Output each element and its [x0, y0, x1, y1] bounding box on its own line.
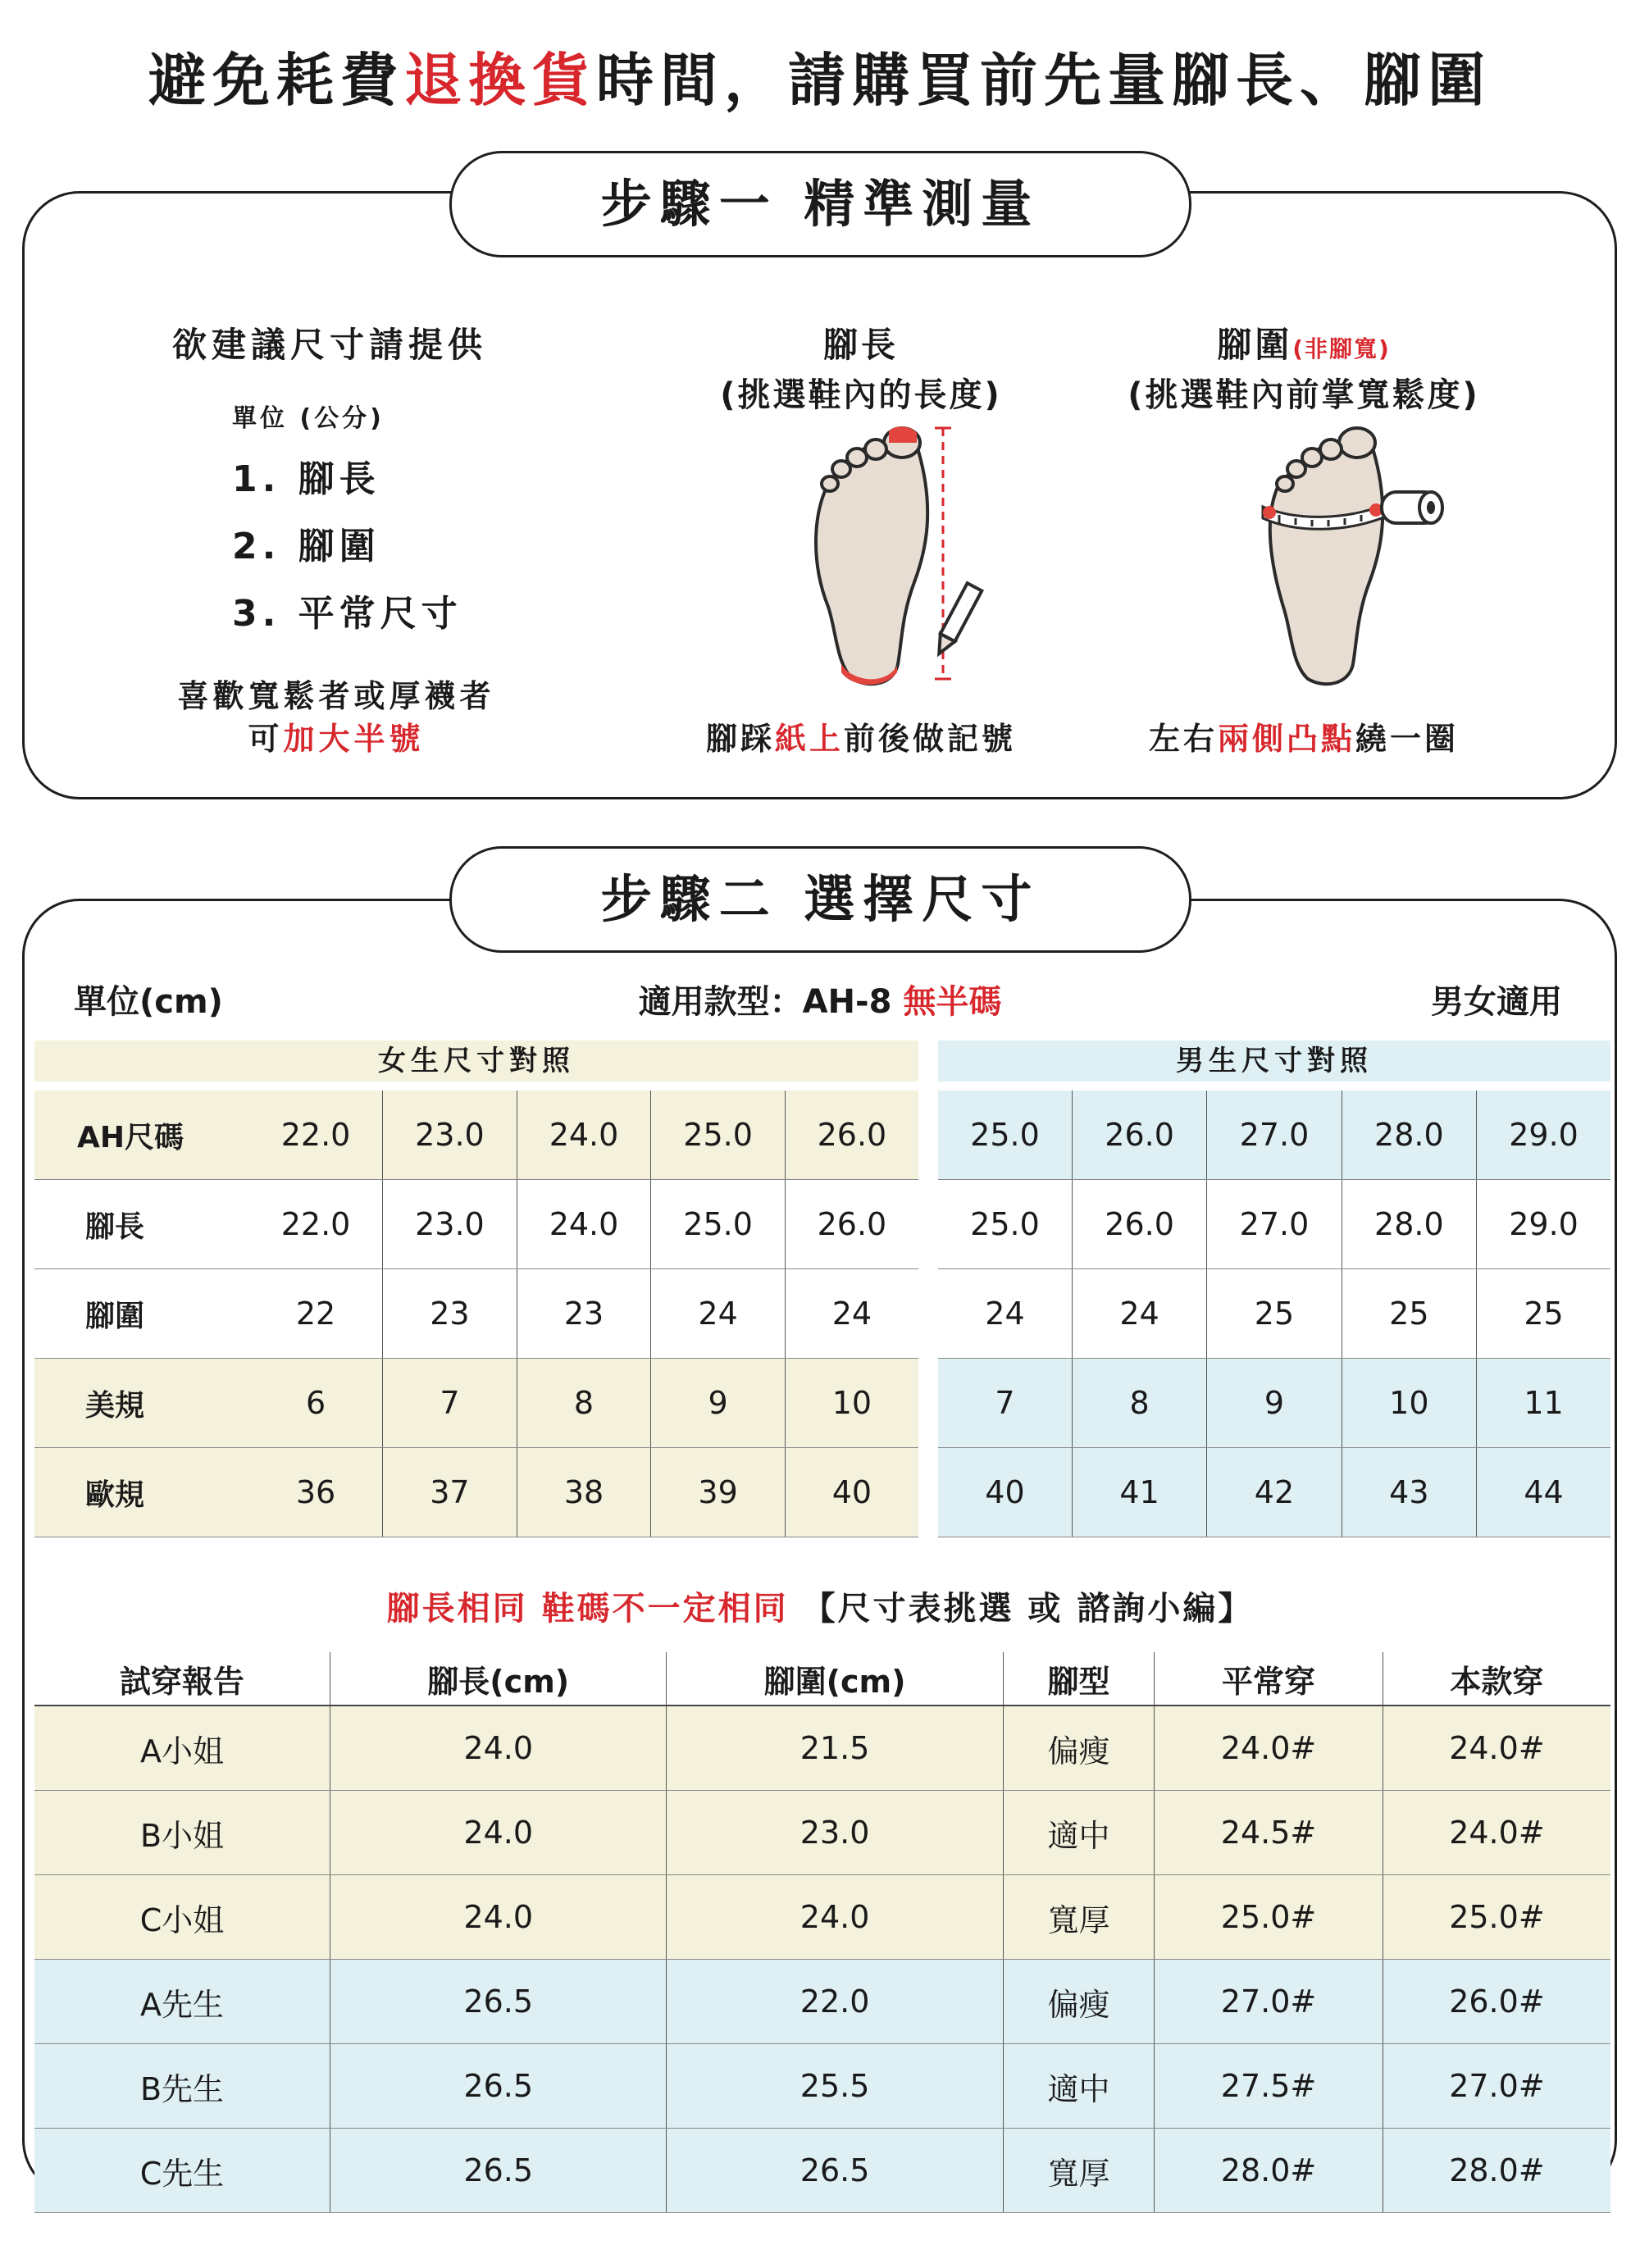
trial-row — [34, 1875, 1610, 1960]
trial-row — [34, 1791, 1610, 1875]
size-cell: 23 — [517, 1269, 651, 1359]
women-size-row — [34, 1359, 918, 1448]
trial-row — [34, 1960, 1610, 2044]
trial-cell: 26.5 — [330, 2044, 667, 2129]
trial-cell: 27.0# — [1155, 1960, 1383, 2044]
trial-cell: B小姐 — [34, 1791, 330, 1875]
men-size-row — [938, 1359, 1610, 1448]
size-row-label: AH尺碼 — [34, 1091, 249, 1180]
trial-cell: 28.0# — [1383, 2129, 1610, 2213]
size-cell: 26.0 — [1072, 1180, 1206, 1269]
size-cell: 41 — [1072, 1448, 1206, 1537]
size-cell: 25.0 — [938, 1091, 1072, 1180]
trial-cell: 26.5 — [330, 1960, 667, 2044]
size-cell: 10 — [1342, 1359, 1476, 1448]
size-cell: 7 — [938, 1359, 1072, 1448]
size-cell: 22 — [249, 1269, 383, 1359]
trial-row — [34, 2129, 1610, 2213]
size-cell: 26.0 — [1072, 1091, 1206, 1180]
women-size-header: 女生尺寸對照 — [34, 1041, 918, 1082]
size-cell: 28.0 — [1342, 1180, 1476, 1269]
length-caption: 腳踩紙上前後做記號 — [705, 721, 1017, 757]
trial-header-cell: 腳長(cm) — [330, 1652, 667, 1706]
circumference-caption: 左右兩側凸點繞一圈 — [1148, 721, 1460, 757]
trial-cell: 24.0# — [1155, 1706, 1383, 1791]
size-note: 腳長相同 鞋碼不一定相同 【尺寸表挑選 或 諮詢小編】 — [386, 1590, 1254, 1628]
trial-cell: B先生 — [34, 2044, 330, 2129]
men-size-table — [938, 1091, 1610, 1537]
trial-header-cell: 腳圍(cm) — [667, 1652, 1003, 1706]
size-cell: 24 — [938, 1269, 1072, 1359]
size-cell: 37 — [383, 1448, 517, 1537]
size-cell: 36 — [249, 1448, 383, 1537]
women-size-row — [34, 1269, 918, 1359]
trial-cell: 24.0 — [330, 1791, 667, 1875]
size-cell: 22.0 — [249, 1180, 383, 1269]
page-title: 避免耗費退換貨時間，請購買前先量腳長、腳圍 — [148, 47, 1492, 114]
size-cell: 24 — [1072, 1269, 1206, 1359]
trial-cell: 23.0 — [667, 1791, 1003, 1875]
size-row-label: 美規 — [34, 1359, 249, 1448]
trial-cell: 寬厚 — [1003, 1875, 1154, 1960]
model-label: 適用款型：AH-8 無半碼 — [638, 983, 1002, 1021]
men-size-row — [938, 1448, 1610, 1537]
size-cell: 25 — [1477, 1269, 1610, 1359]
unit-label: 單位 (公分) — [232, 404, 385, 433]
size-cell: 24 — [785, 1269, 918, 1359]
step1-heading: 步驟一 精準測量 — [449, 151, 1191, 257]
trial-cell: A小姐 — [34, 1706, 330, 1791]
men-size-row — [938, 1180, 1610, 1269]
size-cell: 22.0 — [249, 1091, 383, 1180]
size-cell: 6 — [249, 1359, 383, 1448]
trial-cell: 24.0 — [330, 1875, 667, 1960]
trial-cell: 27.0# — [1383, 2044, 1610, 2129]
size-cell: 8 — [1072, 1359, 1206, 1448]
tip-line1: 喜歡寬鬆者或厚襪者 — [177, 678, 495, 714]
trial-cell: 偏瘦 — [1003, 1706, 1154, 1791]
trial-cell: 適中 — [1003, 2044, 1154, 2129]
size-cell: 25 — [1207, 1269, 1342, 1359]
size-cell: 25.0 — [651, 1091, 786, 1180]
trial-cell: 25.5 — [667, 2044, 1003, 2129]
trial-cell: 27.5# — [1155, 2044, 1383, 2129]
trial-cell: 24.0 — [330, 1706, 667, 1791]
trial-cell: 28.0# — [1155, 2129, 1383, 2213]
size-cell: 38 — [517, 1448, 651, 1537]
size-cell: 24.0 — [517, 1180, 651, 1269]
trial-cell: 26.0# — [1383, 1960, 1610, 2044]
list-item-circumference: 2. 腳圍 — [232, 526, 380, 567]
tip-line2: 可加大半號 — [248, 721, 425, 757]
trial-cell: 偏瘦 — [1003, 1960, 1154, 2044]
women-size-row — [34, 1180, 918, 1269]
women-size-row — [34, 1448, 918, 1537]
size-cell: 11 — [1477, 1359, 1610, 1448]
trial-report-table — [34, 1652, 1610, 2213]
trial-cell: C小姐 — [34, 1875, 330, 1960]
size-cell: 8 — [517, 1359, 651, 1448]
gender-label: 男女適用 — [1431, 983, 1562, 1021]
trial-cell: 24.0# — [1383, 1706, 1610, 1791]
trial-cell: A先生 — [34, 1960, 330, 2044]
size-cell: 25.0 — [938, 1180, 1072, 1269]
length-subtitle: (挑選鞋內的長度) — [720, 376, 1002, 414]
list-item-usual-size: 3. 平常尺寸 — [232, 593, 462, 635]
size-cell: 25 — [1342, 1269, 1476, 1359]
size-cell: 40 — [938, 1448, 1072, 1537]
size-cell: 23.0 — [383, 1180, 517, 1269]
men-size-header: 男生尺寸對照 — [938, 1041, 1610, 1082]
size-cell: 40 — [785, 1448, 918, 1537]
trial-cell: 適中 — [1003, 1791, 1154, 1875]
size-cell: 27.0 — [1207, 1180, 1342, 1269]
length-title: 腳長 — [822, 325, 899, 365]
foot-length-illustration — [779, 418, 992, 689]
size-cell: 26.0 — [785, 1180, 918, 1269]
trial-row — [34, 1706, 1610, 1791]
size-cell: 23.0 — [383, 1091, 517, 1180]
trial-cell: 25.0# — [1155, 1875, 1383, 1960]
size-cell: 29.0 — [1477, 1180, 1610, 1269]
size-cell: 27.0 — [1207, 1091, 1342, 1180]
women-size-table — [34, 1091, 918, 1537]
size-cell: 9 — [651, 1359, 786, 1448]
size-cell: 7 — [383, 1359, 517, 1448]
circumference-title: 腳圍(非腳寬) — [1217, 325, 1391, 365]
trial-header-cell: 試穿報告 — [34, 1652, 330, 1706]
trial-cell: 24.5# — [1155, 1791, 1383, 1875]
trial-cell: 26.5 — [667, 2129, 1003, 2213]
trial-cell: C先生 — [34, 2129, 330, 2213]
trial-cell: 25.0# — [1383, 1875, 1610, 1960]
trial-header-cell: 腳型 — [1003, 1652, 1154, 1706]
size-cell: 25.0 — [651, 1180, 786, 1269]
size-cell: 28.0 — [1342, 1091, 1476, 1180]
size-cell: 39 — [651, 1448, 786, 1537]
size-cell: 24 — [651, 1269, 786, 1359]
foot-circumference-illustration — [1246, 418, 1460, 689]
size-cell: 24.0 — [517, 1091, 651, 1180]
trial-cell: 26.5 — [330, 2129, 667, 2213]
men-size-row — [938, 1269, 1610, 1359]
trial-header-cell: 平常穿 — [1155, 1652, 1383, 1706]
size-row-label: 腳長 — [34, 1180, 249, 1269]
size-cell: 9 — [1207, 1359, 1342, 1448]
trial-cell: 寬厚 — [1003, 2129, 1154, 2213]
women-size-row — [34, 1091, 918, 1180]
size-row-label: 腳圍 — [34, 1269, 249, 1359]
size-cell: 43 — [1342, 1448, 1476, 1537]
size-cell: 26.0 — [785, 1091, 918, 1180]
trial-cell: 24.0# — [1383, 1791, 1610, 1875]
trial-cell: 24.0 — [667, 1875, 1003, 1960]
size-cell: 42 — [1207, 1448, 1342, 1537]
size-cell: 29.0 — [1477, 1091, 1610, 1180]
list-item-length: 1. 腳長 — [232, 458, 380, 500]
unit-cm-label: 單位(cm) — [74, 983, 223, 1021]
trial-row — [34, 2044, 1610, 2129]
size-cell: 44 — [1477, 1448, 1610, 1537]
request-title: 欲建議尺寸請提供 — [172, 325, 488, 365]
trial-cell: 22.0 — [667, 1960, 1003, 2044]
size-cell: 10 — [785, 1359, 918, 1448]
trial-header-cell: 本款穿 — [1383, 1652, 1610, 1706]
men-size-row — [938, 1091, 1610, 1180]
size-cell: 23 — [383, 1269, 517, 1359]
size-row-label: 歐規 — [34, 1448, 249, 1537]
trial-cell: 21.5 — [667, 1706, 1003, 1791]
circumference-subtitle: (挑選鞋內前掌寬鬆度) — [1128, 376, 1480, 414]
step2-heading: 步驟二 選擇尺寸 — [449, 846, 1191, 953]
